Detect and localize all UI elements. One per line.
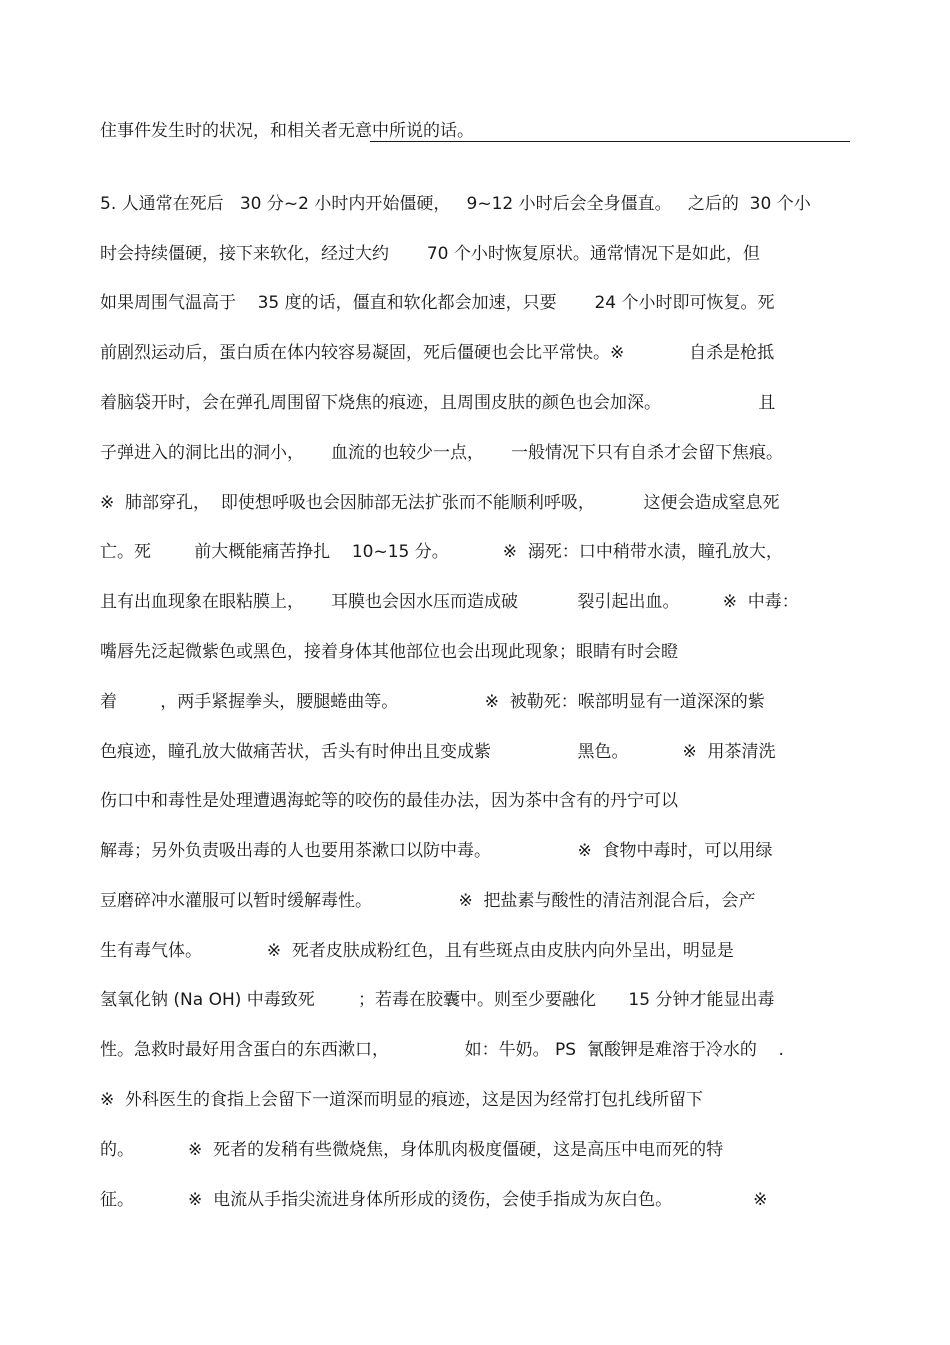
text-line-6: 着脑袋开时，会在弹孔周围留下烧焦的痕迹，且周围皮肤的颜色也会加深。 且 xyxy=(100,393,776,413)
text-line-5: 前剧烈运动后，蛋白质在体内较容易凝固，死后僵硬也会比平常快。※ 自杀是枪抵 xyxy=(100,343,775,363)
text-line-1: 住事件发生时的状况，和相关者无意中所说的话。 xyxy=(100,121,474,141)
text-line-16: 豆磨碎冲水灌服可以暂时缓解毒性。 ※ 把盐素与酸性的清洁剂混合后，会产 xyxy=(100,891,756,911)
text-line-14: 伤口中和毒性是处理遭遇海蛇等的咬伤的最佳办法，因为茶中含有的丹宁可以 xyxy=(100,791,678,811)
text-line-20: ※ 外科医生的食指上会留下一道深而明显的痕迹，这是因为经常打包扎线所留下 xyxy=(100,1090,704,1110)
text-line-13: 色痕迹，瞳孔放大做痛苦状，舌头有时伸出且变成紫 黑色。 ※ 用茶清洗 xyxy=(100,742,776,762)
text-line-7: 子弹进入的洞比出的洞小， 血流的也较少一点， 一般情况下只有自杀才会留下焦痕。 xyxy=(100,443,784,463)
text-line-3: 时会持续僵硬，接下来软化，经过大约 70 个小时恢复原状。通常情况下是如此，但 xyxy=(100,244,760,264)
text-line-8: ※ 肺部穿孔， 即使想呼吸也会因肺部无法扩张而不能顺利呼吸， 这便会造成窒息死 xyxy=(100,493,780,513)
underline-rule xyxy=(370,141,850,142)
text-line-10: 且有出血现象在眼粘膜上， 耳膜也会因水压而造成破 裂引起出血。 ※ 中毒： xyxy=(100,592,799,612)
text-line-12: 着 ，两手紧握拳头，腰腿蜷曲等。 ※ 被勒死：喉部明显有一道深深的紫 xyxy=(100,692,765,712)
text-line-9: 亡。死 前大概能痛苦挣扎 10~15 分。 ※ 溺死：口中稍带水渍，瞳孔放大， xyxy=(100,542,783,562)
text-line-11: 嘴唇先泛起微紫色或黑色，接着身体其他部位也会出现此现象；眼睛有时会瞪 xyxy=(100,642,678,662)
text-line-15: 解毒；另外负责吸出毒的人也要用茶漱口以防中毒。 ※ 食物中毒时，可以用绿 xyxy=(100,841,773,861)
text-line-22: 征。 ※ 电流从手指尖流进身体所形成的烫伤，会使手指成为灰白色。 ※ xyxy=(100,1190,768,1210)
text-line-19: 性。急救时最好用含蛋白的东西漱口， 如：牛奶。 PS 氰酸钾是难溶于冷水的 . xyxy=(100,1040,784,1060)
text-line-17: 生有毒气体。 ※ 死者皮肤成粉红色，且有些斑点由皮肤内向外呈出，明显是 xyxy=(100,941,734,961)
text-line-2: 5. 人通常在死后 30 分~2 小时内开始僵硬， 9~12 小时后会全身僵直。 之后的 30 个小 xyxy=(100,194,811,214)
text-line-21: 的。 ※ 死者的发稍有些微烧焦，身体肌肉极度僵硬，这是高压中电而死的特 xyxy=(100,1140,724,1160)
text-line-4: 如果周围气温高于 35 度的话，僵直和软化都会加速，只要 24 个小时即可恢复。死 xyxy=(100,293,775,313)
text-line-18: 氢氧化钠 (Na OH) 中毒致死 ；若毒在胶囊中。则至少要融化 15 分钟才能显出毒 xyxy=(100,990,775,1010)
